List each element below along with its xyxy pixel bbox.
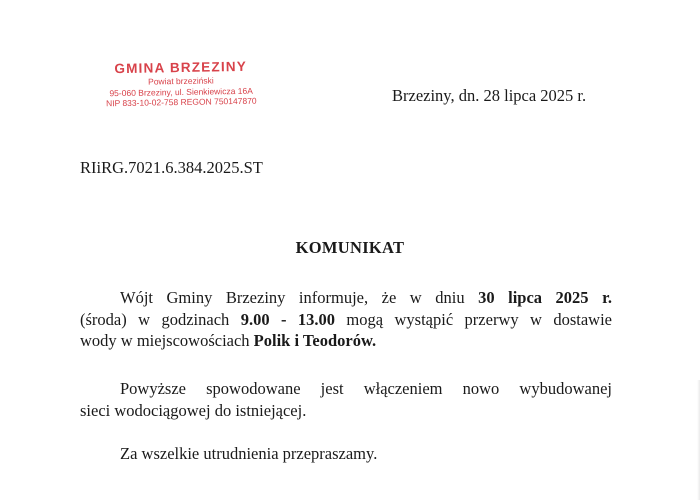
hours-highlight: 9.00 - 13.00 [240,309,336,329]
text-run: mogą wystąpić przerwy w dostawie [335,309,613,329]
text-run: wody w miejscowościach [80,331,254,350]
stamp-address: 95-060 Brzeziny, ul. Sienkiewicza 16A [109,85,253,98]
stamp-county: Powiat brzeziński [148,75,214,87]
place-and-date: Brzeziny, dn. 28 lipca 2025 r. [392,86,587,105]
stamp-tax-ids: NIP 833-10-02-758 REGON 750147870 [105,95,257,109]
announcement-paragraph [80,287,612,352]
text-run: (środa) w godzinach [80,309,241,329]
apology-paragraph [80,443,612,465]
paragraph-line [80,330,612,352]
paragraph-line [80,287,612,309]
paragraph-line: Powyższe spowodowane jest włączeniem nowo wybudowanej [120,379,612,398]
stamp-title: GMINA BRZEZINY [114,58,248,77]
text-run: Wójt Gminy Brzeziny informuje, że w dniu [120,288,479,307]
paragraph-line: Za wszelkie utrudnienia przepraszamy. [120,444,378,463]
localities-highlight: Polik i Teodorów. [253,331,377,350]
paragraph-line: sieci wodociągowej do istniejącej. [80,400,307,420]
reference-number: RIiRG.7021.6.384.2025.ST [80,158,263,177]
date-highlight: 30 lipca 2025 r. [478,288,612,307]
reason-paragraph [80,378,612,421]
municipality-stamp [96,59,267,109]
document-title: KOMUNIKAT [295,238,405,257]
paragraph-line [80,309,612,331]
